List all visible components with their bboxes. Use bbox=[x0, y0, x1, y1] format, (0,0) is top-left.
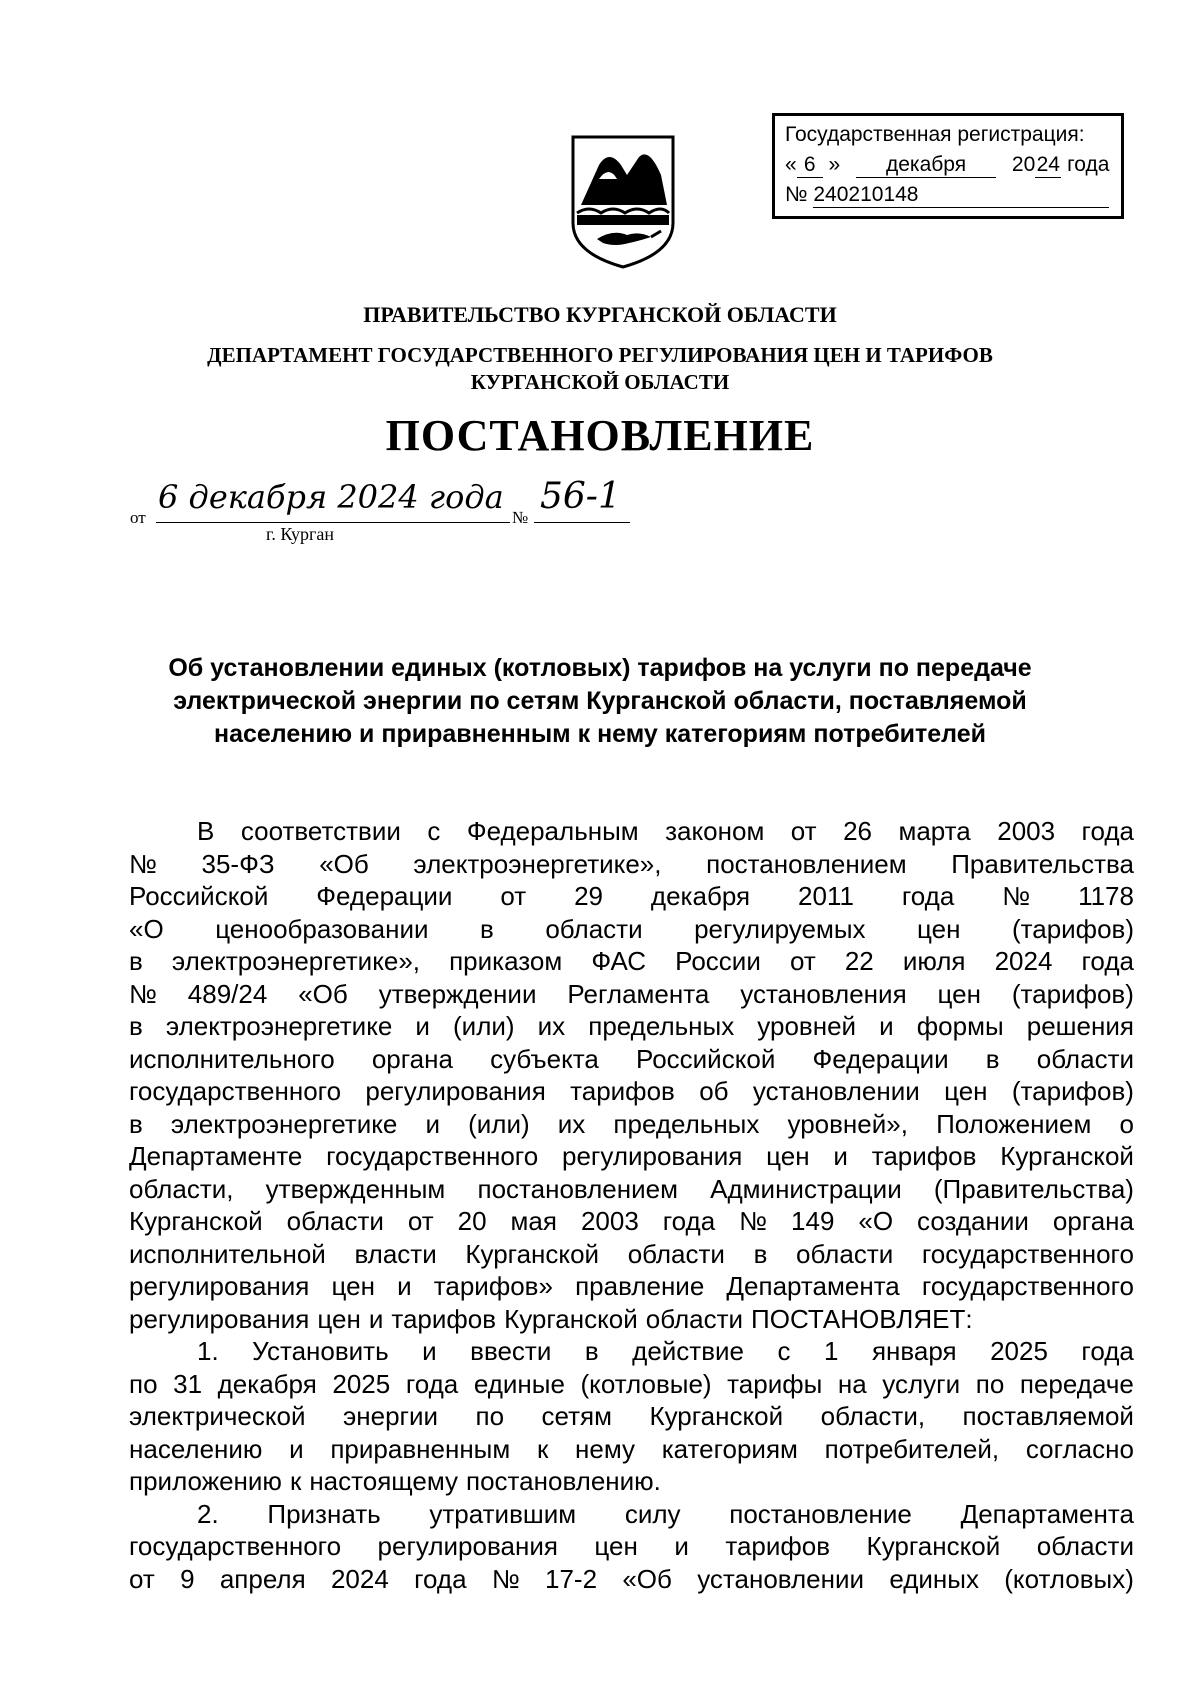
body-line: Российской Федерации от 29 декабря 2011 года № 1178 bbox=[129, 881, 1134, 911]
government-name: ПРАВИТЕЛЬСТВО КУРГАНСКОЙ ОБЛАСТИ bbox=[363, 302, 837, 327]
document-body bbox=[129, 815, 1134, 1595]
handwritten-number: 56-1 bbox=[540, 476, 621, 517]
body-line: по 31 декабря 2025 года единые (котловые) тарифы на услуги по передаче bbox=[129, 1368, 1134, 1399]
document-type: ПОСТАНОВЛЕНИЕ bbox=[385, 411, 815, 460]
title-line: электрической энергии по сетям Курганской области, поставляемой bbox=[173, 687, 1027, 715]
from-label: от bbox=[130, 508, 146, 527]
number-label: № bbox=[512, 508, 529, 527]
department-name-line2: КУРГАНСКОЙ ОБЛАСТИ bbox=[470, 370, 730, 394]
body-line: В соответствии с Федеральным законом от 26 марта 2003 года bbox=[197, 816, 1134, 846]
body-line: в электроэнергетике и (или) их предельных уровней и формы решения bbox=[129, 1011, 1134, 1041]
title-line: Об установлении единых (котловых) тарифов на услуги по передаче bbox=[168, 654, 1032, 682]
registration-number: 240210148 bbox=[813, 183, 1109, 208]
body-line: в электроэнергетике», приказом ФАС России от 22 июля 2024 года bbox=[129, 946, 1134, 976]
registration-day: 6 bbox=[797, 153, 823, 178]
date-underline bbox=[156, 522, 510, 523]
issue-line bbox=[130, 476, 630, 544]
body-line: государственного регулирования тарифов об установлении цен (тарифов) bbox=[129, 1076, 1134, 1106]
department-name-line1: ДЕПАРТАМЕНТ ГОСУДАРСТВЕННОГО РЕГУЛИРОВАНИЯ ЦЕН И ТАРИФОВ bbox=[207, 343, 993, 367]
body-line: населению и приравненным к нему категориям потребителей, согласно bbox=[129, 1433, 1134, 1464]
body-line: «О ценообразовании в области регулируемых цен (тарифов) bbox=[129, 913, 1134, 944]
body-line: регулирования цен и тарифов» правление Департамента государственного bbox=[129, 1271, 1134, 1301]
registration-number-label: № bbox=[785, 183, 808, 206]
body-line: регулирования цен и тарифов Курганской области ПОСТАНОВЛЯЕТ: bbox=[129, 1303, 973, 1334]
body-line: приложению к настоящему постановлению. bbox=[129, 1466, 661, 1496]
registration-year-suffix: 24 bbox=[1036, 153, 1060, 176]
body-line: 1. Установить и ввести в действие с 1 января 2025 года bbox=[197, 1336, 1134, 1366]
number-underline bbox=[534, 522, 630, 523]
document-title bbox=[120, 652, 1080, 751]
body-line: электрической энергии по сетям Курганской области, поставляемой bbox=[129, 1401, 1134, 1431]
handwritten-date: 6 декабря 2024 года bbox=[158, 478, 504, 516]
body-line: 2. Признать утратившим силу постановление Департамента bbox=[197, 1498, 1134, 1529]
body-line: Курганской области от 20 мая 2003 года № 149 «О создании органа bbox=[129, 1206, 1134, 1236]
registration-month: декабря bbox=[856, 153, 996, 178]
body-line: области, утвержденным постановлением Администрации (Правительства) bbox=[129, 1173, 1134, 1204]
registration-number-row bbox=[785, 180, 1113, 210]
body-line: исполнительного органа субъекта Российской Федерации в области bbox=[129, 1043, 1134, 1074]
registration-stamp bbox=[772, 113, 1124, 219]
registration-year-word: года bbox=[1067, 153, 1110, 176]
body-line: в электроэнергетике и (или) их предельных уровней», Положением о bbox=[129, 1108, 1134, 1139]
registration-date: « 6 » декабря 2024 года bbox=[785, 153, 1110, 176]
title-line: населению и приравненным к нему категориям потребителей bbox=[214, 720, 986, 748]
registration-year-prefix: 20 bbox=[1011, 153, 1036, 176]
body-line: исполнительной власти Курганской области в области государственного bbox=[129, 1238, 1134, 1269]
body-line: Департаменте государственного регулирования цен и тарифов Курганской bbox=[129, 1141, 1134, 1171]
coat-of-arms-emblem bbox=[569, 135, 677, 269]
body-line: № 489/24 «Об утверждении Регламента установления цен (тарифов) bbox=[129, 978, 1134, 1009]
city-label: г. Курган bbox=[266, 524, 335, 544]
body-line: № 35-ФЗ «Об электроэнергетике», постановлением Правительства bbox=[129, 848, 1134, 879]
body-line: от 9 апреля 2024 года № 17-2 «Об установлении единых (котловых) bbox=[129, 1563, 1134, 1594]
registration-title: Государственная регистрация: bbox=[785, 123, 1085, 146]
body-line: государственного регулирования цен и тарифов Курганской области bbox=[129, 1531, 1134, 1561]
